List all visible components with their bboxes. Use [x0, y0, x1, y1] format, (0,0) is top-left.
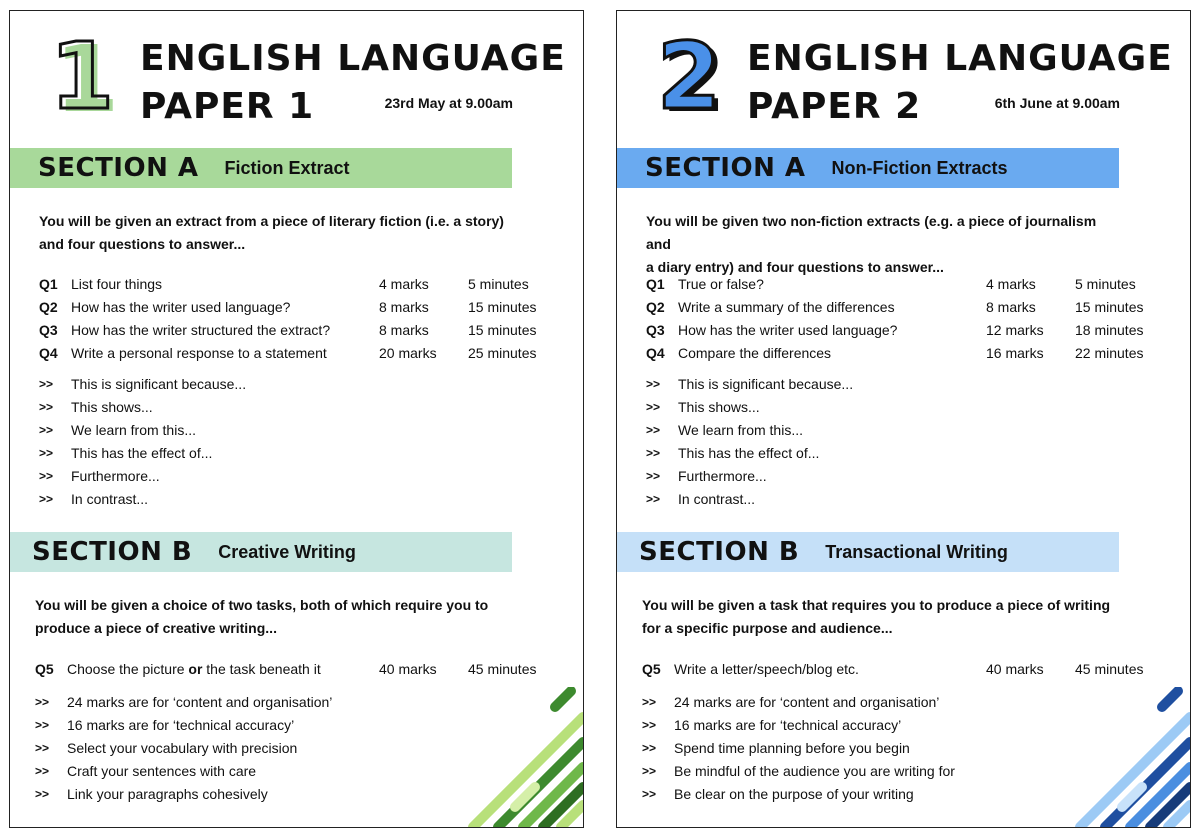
- paper-1-page: [9, 10, 584, 828]
- question-number: Q5: [642, 661, 661, 677]
- section-a-intro: [646, 210, 1116, 279]
- bullet-text: In contrast...: [678, 491, 756, 507]
- intro-line-1: You will be given a task that requires you to produce a piece of writing: [642, 597, 1111, 613]
- question-marks: 16 marks: [986, 345, 1044, 361]
- bullet-text: This has the effect of...: [678, 445, 820, 461]
- bullet-text: Craft your sentences with care: [67, 763, 257, 779]
- title-line-1: ENGLISH LANGUAGE: [747, 38, 1173, 79]
- question-minutes: 18 minutes: [1075, 322, 1144, 338]
- stripe: [1122, 787, 1142, 807]
- bullet-text: Be mindful of the audience you are writing for: [674, 763, 955, 779]
- paper-title: [140, 35, 566, 131]
- section-b-label: SECTION B: [639, 537, 800, 567]
- question-minutes: 5 minutes: [1075, 276, 1136, 292]
- paper-title: [747, 35, 1173, 131]
- intro-line-2: a diary entry) and four questions to answer...: [646, 259, 944, 275]
- question-minutes: 25 minutes: [468, 345, 537, 361]
- bullet-arrow: >>: [35, 741, 50, 755]
- stripe: [515, 787, 535, 807]
- question-marks: 8 marks: [986, 299, 1036, 315]
- question-text: True or false?: [678, 276, 764, 292]
- question-marks: 12 marks: [986, 322, 1044, 338]
- bullet-arrow: >>: [642, 764, 657, 778]
- bullet-text: This has the effect of...: [71, 445, 213, 461]
- section-a-subtitle: Fiction Extract: [224, 157, 350, 178]
- bullet-text: 24 marks are for ‘content and organisation’: [67, 694, 333, 710]
- section-a-subtitle: Non-Fiction Extracts: [831, 157, 1008, 178]
- bullet-arrow: >>: [35, 695, 50, 709]
- bullet-arrow: >>: [642, 741, 657, 755]
- bullet-arrow: >>: [646, 492, 661, 506]
- section-a-intro: [39, 210, 509, 256]
- bullet-arrow: >>: [39, 423, 54, 437]
- question-marks: 4 marks: [379, 276, 429, 292]
- question-number: Q2: [39, 299, 58, 315]
- section-a-header: [617, 148, 1119, 188]
- bullet-text: Be clear on the purpose of your writing: [674, 786, 914, 802]
- bullet-arrow: >>: [39, 377, 54, 391]
- bullet-arrow: >>: [39, 469, 54, 483]
- bullet-arrow: >>: [642, 787, 657, 801]
- paper-number: 2: [657, 23, 722, 130]
- bullet-text: 16 marks are for ‘technical accuracy’: [67, 717, 295, 733]
- stripe: [1162, 691, 1178, 707]
- section-a-label: SECTION A: [645, 153, 806, 183]
- paper-2-page: [616, 10, 1191, 828]
- question-minutes: 15 minutes: [468, 322, 537, 338]
- bullet-arrow: >>: [39, 492, 54, 506]
- bullet-arrow: >>: [642, 718, 657, 732]
- bullet-arrow: >>: [646, 469, 661, 483]
- question-text-part: Choose the picture: [67, 661, 189, 677]
- question-text: How has the writer used language?: [678, 322, 898, 338]
- section-a-label: SECTION A: [38, 153, 199, 183]
- question-text: Write a personal response to a statement: [71, 345, 327, 361]
- section-b-header: [617, 532, 1119, 572]
- question-minutes: 15 minutes: [1075, 299, 1144, 315]
- bullet-text: We learn from this...: [678, 422, 804, 438]
- exam-date: 23rd May at 9.00am: [384, 95, 513, 111]
- section-b-header: [10, 532, 512, 572]
- question-text: Write a summary of the differences: [678, 299, 895, 315]
- bullet-arrow: >>: [646, 400, 661, 414]
- bullet-text: We learn from this...: [71, 422, 197, 438]
- question-text: Write a letter/speech/blog etc.: [674, 661, 859, 677]
- question-marks: 40 marks: [379, 661, 437, 677]
- bullet-text: Spend time planning before you begin: [674, 740, 910, 756]
- question-text: How has the writer used language?: [71, 299, 291, 315]
- question-text-emphasis: or: [188, 661, 203, 677]
- bullet-arrow: >>: [35, 787, 50, 801]
- question-text-part: the task beneath it: [202, 661, 321, 677]
- question-text: [67, 658, 321, 681]
- question-number: Q1: [646, 276, 665, 292]
- question-minutes: 15 minutes: [468, 299, 537, 315]
- bullet-text: 24 marks are for ‘content and organisation’: [674, 694, 940, 710]
- title-line-2: PAPER 1: [140, 86, 315, 127]
- bullet-arrow: >>: [39, 400, 54, 414]
- intro-line-2: produce a piece of creative writing...: [35, 620, 277, 636]
- question-text: How has the writer structured the extract?: [71, 322, 331, 338]
- section-b-intro: [642, 594, 1112, 640]
- bullet-arrow: >>: [39, 446, 54, 460]
- intro-line-1: You will be given a choice of two tasks, both of which require you to: [35, 597, 489, 613]
- question-minutes: 22 minutes: [1075, 345, 1144, 361]
- question-number: Q1: [39, 276, 58, 292]
- exam-date: 6th June at 9.00am: [994, 95, 1120, 111]
- section-b-intro: [35, 594, 505, 640]
- intro-line-1: You will be given two non-fiction extracts (e.g. a piece of journalism and: [646, 213, 1097, 252]
- bullet-arrow: >>: [35, 764, 50, 778]
- paper-number: 1: [50, 23, 115, 130]
- question-marks: 4 marks: [986, 276, 1036, 292]
- question-marks: 8 marks: [379, 299, 429, 315]
- title-line-2: PAPER 2: [747, 86, 922, 127]
- bullet-arrow: >>: [646, 423, 661, 437]
- bullet-text: In contrast...: [71, 491, 149, 507]
- question-number: Q2: [646, 299, 665, 315]
- question-minutes: 5 minutes: [468, 276, 529, 292]
- question-marks: 40 marks: [986, 661, 1044, 677]
- stripe: [555, 691, 571, 707]
- bullet-text: This shows...: [678, 399, 760, 415]
- bullet-text: Furthermore...: [71, 468, 160, 484]
- question-number: Q5: [35, 661, 54, 677]
- decorative-stripes-blue: [1050, 687, 1190, 827]
- section-b-subtitle: Transactional Writing: [825, 541, 1008, 562]
- question-text: List four things: [71, 276, 163, 292]
- bullet-text: Furthermore...: [678, 468, 767, 484]
- question-number: Q4: [39, 345, 58, 361]
- section-b-label: SECTION B: [32, 537, 193, 567]
- bullet-text: This is significant because...: [678, 376, 854, 392]
- question-number: Q3: [39, 322, 58, 338]
- question-number: Q3: [646, 322, 665, 338]
- title-line-1: ENGLISH LANGUAGE: [140, 38, 566, 79]
- bullet-text: Link your paragraphs cohesively: [67, 786, 268, 802]
- bullet-arrow: >>: [646, 377, 661, 391]
- bullet-text: This is significant because...: [71, 376, 247, 392]
- question-marks: 8 marks: [379, 322, 429, 338]
- intro-line-2: for a specific purpose and audience...: [642, 620, 893, 636]
- question-minutes: 45 minutes: [1075, 661, 1144, 677]
- question-minutes: 45 minutes: [468, 661, 537, 677]
- intro-line-2: and four questions to answer...: [39, 236, 246, 252]
- question-text: Compare the differences: [678, 345, 832, 361]
- section-a-header: [10, 148, 512, 188]
- bullet-arrow: >>: [646, 446, 661, 460]
- decorative-stripes-green: [443, 687, 583, 827]
- intro-line-1: You will be given an extract from a piece of literary fiction (i.e. a story): [39, 213, 504, 229]
- bullet-text: Select your vocabulary with precision: [67, 740, 298, 756]
- bullet-text: 16 marks are for ‘technical accuracy’: [674, 717, 902, 733]
- bullet-arrow: >>: [642, 695, 657, 709]
- section-b-subtitle: Creative Writing: [218, 541, 356, 562]
- bullet-arrow: >>: [35, 718, 50, 732]
- question-number: Q4: [646, 345, 665, 361]
- question-marks: 20 marks: [379, 345, 437, 361]
- bullet-text: This shows...: [71, 399, 153, 415]
